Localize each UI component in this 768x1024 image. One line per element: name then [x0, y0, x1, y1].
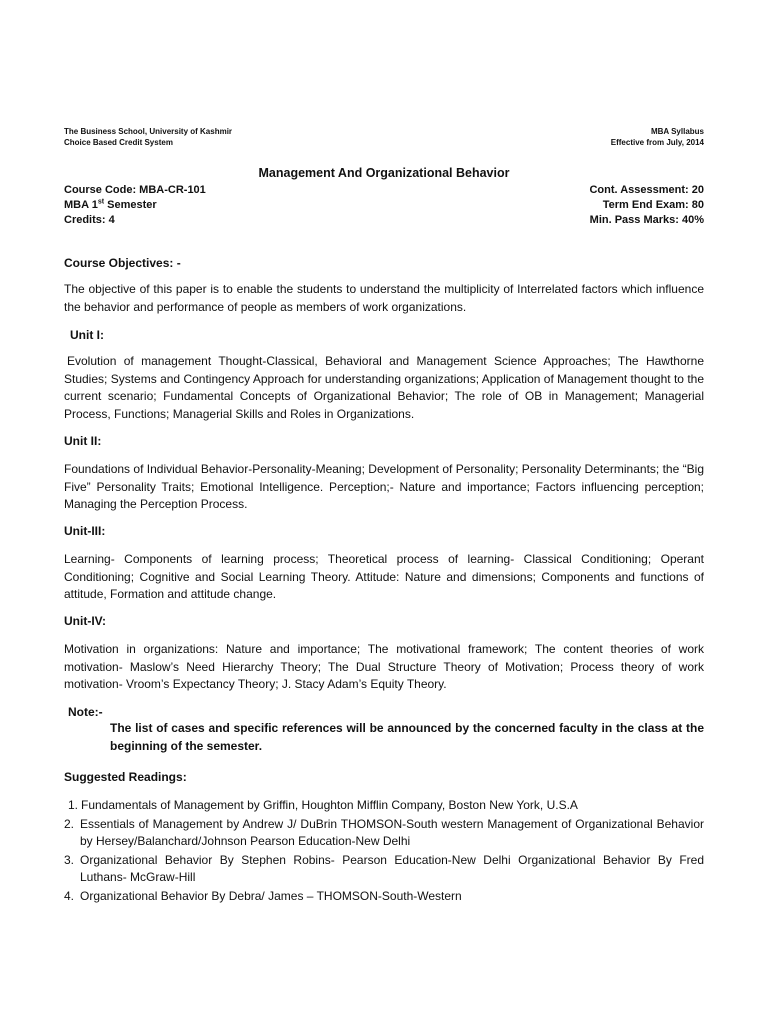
objectives-heading: Course Objectives: - [64, 256, 181, 270]
credits: Credits: 4 [64, 214, 115, 226]
syllabus-label: MBA Syllabus [650, 127, 704, 136]
credit-system: Choice Based Credit System [64, 138, 173, 147]
cont-assessment: Cont. Assessment: 20 [589, 184, 704, 196]
unit-1-heading: Unit I: [70, 328, 104, 342]
note-heading: Note:- [68, 705, 103, 719]
readings-list [64, 797, 704, 906]
course-title: Management And Organizational Behavior [258, 166, 510, 180]
term-end-exam: Term End Exam: 80 [602, 199, 704, 211]
unit-2-heading: Unit II: [64, 434, 102, 448]
institution-name: The Business School, University of Kashmir [64, 127, 233, 136]
syllabus-page [64, 0, 704, 1024]
unit-4-heading: Unit-IV: [64, 614, 106, 628]
reading-item: 2. Essentials of Management by Andrew J/ DuBrin THOMSON-South western Management of Organizational Behavior by Hersey/Balanchard/Johnson Pearson Education-New Delhi [64, 816, 704, 848]
min-pass-marks: Min. Pass Marks: 40% [589, 214, 704, 226]
readings-heading: Suggested Readings: [64, 770, 187, 784]
reading-item: 3. Organizational Behavior By Stephen Robins- Pearson Education-New Delhi Organizational Behavior By Fred Luthans- McGraw-Hill [64, 852, 704, 884]
unit-4-text: Motivation in organizations: Nature and importance; The motivational framework; The content theories of work motivation- Maslow’s Need Hierarchy Theory; The Dual Structure Theory of Motivation; Process theory of work motivation- Vroom’s Expectancy Theory; J. Stacy Adam’s Equity Theory. [64, 642, 704, 691]
semester: MBA 1st Semester [64, 198, 157, 211]
unit-1-text: Evolution of management Thought-Classical, Behavioral and Management Science Approaches; The Hawthorne Studies; Systems and Contingency Approach for understanding organizations; Application of Management thought to the current scenario; Fundamental Concepts of Organizational Behavior; The role of OB in Management; Managerial Process, Functions; Managerial Skills and Roles in Organizations. [64, 354, 704, 421]
effective-date: Effective from July, 2014 [610, 138, 704, 147]
unit-3-text: Learning- Components of learning process; Theoretical process of learning- Classical Conditioning; Operant Conditioning; Cognitive and Social Learning Theory. Attitude: Nature and dimensions; Components and functions of attitude, Formation and attitude change. [64, 552, 704, 601]
course-meta-right [589, 183, 704, 228]
header-left [64, 126, 232, 148]
reading-item: 1. Fundamentals of Management by Griffin, Houghton Mifflin Company, Boston New York, U.S.A [68, 798, 578, 812]
header-right [611, 126, 704, 148]
unit-2-text: Foundations of Individual Behavior-Personality-Meaning; Development of Personality; Personality Determinants; the “Big Five” Personality Traits; Emotional Intelligence. Perception;- Nature and importance; Factors influencing perception; Managing the Perception Process. [64, 462, 704, 511]
course-code: Course Code: MBA-CR-101 [64, 184, 206, 196]
objectives-text: The objective of this paper is to enable the students to understand the multiplicity of Interrelated factors which influence the behavior and performance of people as members of work organizations. [64, 282, 704, 314]
course-meta-left [64, 183, 206, 228]
note-text: The list of cases and specific references will be announced by the concerned faculty in the class at the beginning of the semester. [110, 721, 704, 753]
unit-3-heading: Unit-III: [64, 524, 106, 538]
reading-item: 4. Organizational Behavior By Debra/ James – THOMSON-South-Western [64, 888, 462, 903]
